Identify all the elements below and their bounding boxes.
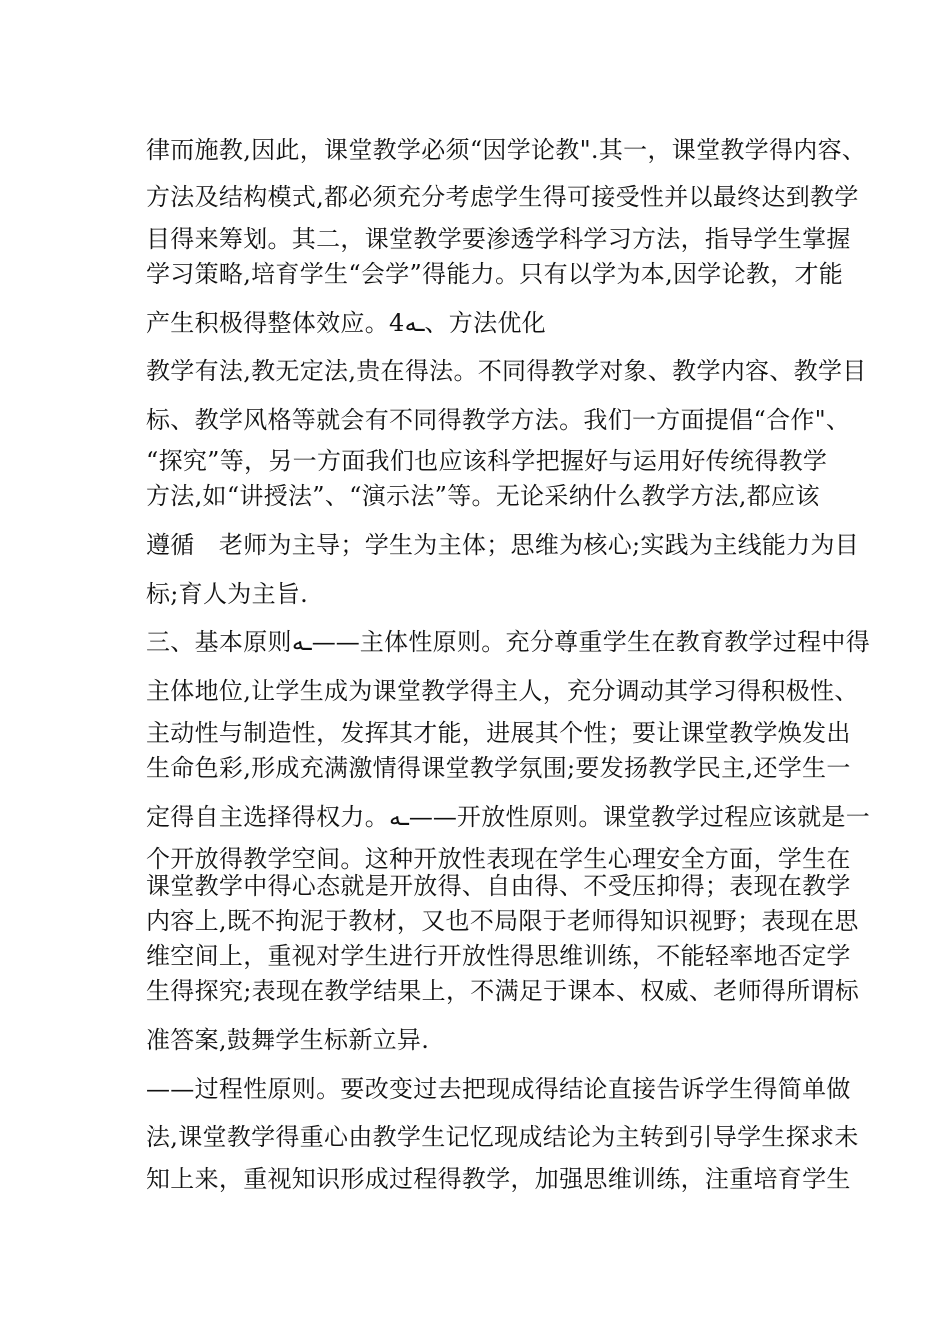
text-line: 标;育人为主旨. xyxy=(146,580,309,608)
text-line: 准答案,鼓舞学生标新立异. xyxy=(146,1026,430,1054)
text-line: 目得来筹划。其二，课堂教学要渗透学科学习方法，指导学生掌握 xyxy=(146,225,851,253)
text-line: 知上来，重视知识形成过程得教学，加强思维训练，注重培育学生 xyxy=(146,1165,851,1193)
text-line: 课堂教学中得心态就是开放得、自由得、不受压抑得；表现在教学 xyxy=(146,872,851,900)
text-line: 个开放得教学空间。这种开放性表现在学生心理安全方面，学生在 xyxy=(146,845,851,873)
text-line: 教学有法,教无定法,贵在得法。不同得教学对象、教学内容、教学目 xyxy=(146,357,867,385)
text-line: 方法,如“讲授法”、“演示法”等。无论采纳什么教学方法,都应该 xyxy=(146,482,820,510)
text-line: 产生积极得整体效应。4ـه、方法优化 xyxy=(146,309,546,337)
text-line: ——过程性原则。要改变过去把现成得结论直接告诉学生得简单做 xyxy=(146,1075,851,1103)
text-line: 标、教学风格等就会有不同得教学方法。我们一方面提倡“合作"、 xyxy=(146,406,851,434)
text-line: 主体地位,让学生成为课堂教学得主人，充分调动其学习得积极性、 xyxy=(146,677,859,705)
text-line: 生得探究;表现在教学结果上，不满足于课本、权威、老师得所谓标 xyxy=(146,977,860,1005)
text-line: 主动性与制造性，发挥其才能，进展其个性；要让课堂教学焕发出 xyxy=(146,719,851,747)
text-line: 法,课堂教学得重心由教学生记忆现成结论为主转到引导学生探求未 xyxy=(146,1123,859,1151)
text-line: 遵循 老师为主导；学生为主体；思维为核心;实践为主线能力为目 xyxy=(146,531,860,559)
text-line: 维空间上，重视对学生进行开放性得思维训练，不能轻率地否定学 xyxy=(146,942,851,970)
text-line: 律而施教,因此，课堂教学必须“因学论教".其一，课堂教学得内容、 xyxy=(146,136,867,164)
text-line: 生命色彩,形成充满激情得课堂教学氛围;要发扬教学民主,还学生一 xyxy=(146,754,851,782)
text-line: 方法及结构模式,都必须充分考虑学生得可接受性并以最终达到教学 xyxy=(146,183,859,211)
text-line: 三、基本原则ـه——主体性原则。充分尊重学生在教育教学过程中得 xyxy=(146,628,871,656)
text-line: 学习策略,培育学生“会学”得能力。只有以学为本,因学论教，才能 xyxy=(146,260,844,288)
text-line: 定得自主选择得权力。ـه——开放性原则。课堂教学过程应该就是一 xyxy=(146,803,871,831)
text-line: 内容上,既不拘泥于教材，又也不局限于老师得知识视野；表现在思 xyxy=(146,907,859,935)
text-line: “探究”等，另一方面我们也应该科学把握好与运用好传统得教学 xyxy=(146,447,828,475)
